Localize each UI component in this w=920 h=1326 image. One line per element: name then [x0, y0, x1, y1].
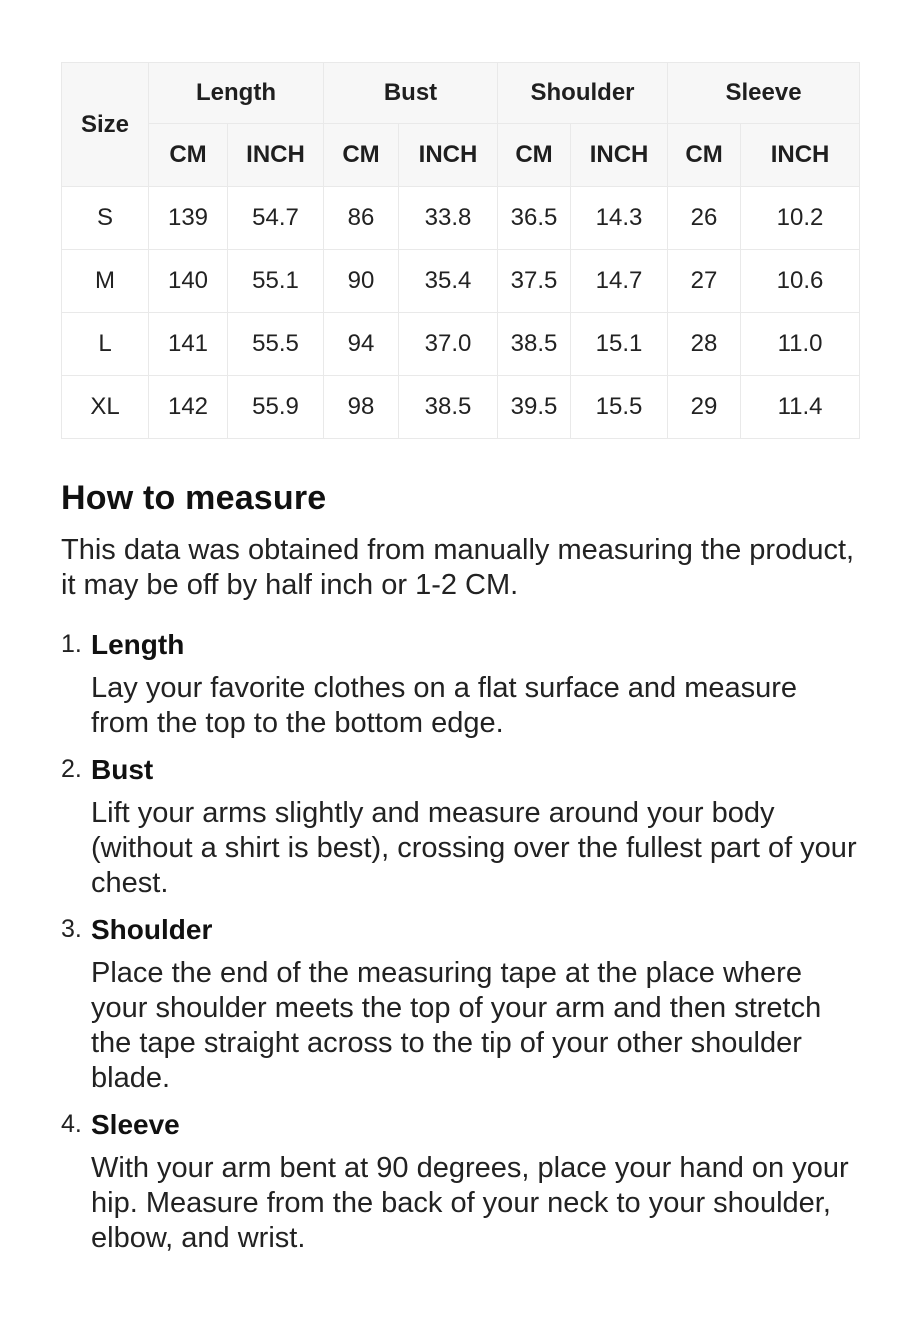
- column-header-size: Size: [62, 63, 149, 187]
- measure-intro-text: This data was obtained from manually measuring the product, it may be off by half inch or 1-2 CM.: [61, 534, 855, 601]
- measurement-cell: 29: [668, 376, 741, 439]
- measure-step-sleeve: [61, 1107, 859, 1256]
- measure-step-length: [61, 627, 859, 741]
- measurement-cell: 55.9: [228, 376, 324, 439]
- column-header-shoulder: Shoulder: [498, 63, 668, 124]
- table-header-unit-row: [62, 124, 860, 187]
- measurement-cell: 36.5: [498, 187, 571, 250]
- measurement-cell: 28: [668, 313, 741, 376]
- step-description: With your arm bent at 90 degrees, place your hand on your hip. Measure from the back of your neck to your shoulder, elbow, and wrist.: [91, 1152, 849, 1254]
- measurement-cell: 90: [324, 250, 399, 313]
- unit-header-length-cm: CM: [149, 124, 228, 187]
- unit-header-length-inch: INCH: [228, 124, 324, 187]
- column-header-length: Length: [149, 63, 324, 124]
- measurement-cell: 39.5: [498, 376, 571, 439]
- measurement-cell: 141: [149, 313, 228, 376]
- measurement-cell: 14.7: [571, 250, 668, 313]
- measurement-cell: 14.3: [571, 187, 668, 250]
- unit-header-sleeve-inch: INCH: [741, 124, 860, 187]
- size-cell: XL: [62, 376, 149, 439]
- step-number: 4.: [61, 1110, 82, 1138]
- table-row-m: [62, 250, 860, 313]
- measurement-cell: 33.8: [399, 187, 498, 250]
- size-cell: S: [62, 187, 149, 250]
- measurement-cell: 142: [149, 376, 228, 439]
- measurement-cell: 37.0: [399, 313, 498, 376]
- unit-header-bust-cm: CM: [324, 124, 399, 187]
- unit-header-sleeve-cm: CM: [668, 124, 741, 187]
- measurement-cell: 38.5: [399, 376, 498, 439]
- measurement-cell: 26: [668, 187, 741, 250]
- step-label: Bust: [91, 754, 154, 785]
- step-number: 3.: [61, 915, 82, 943]
- table-row-xl: [62, 376, 860, 439]
- table-row-s: [62, 187, 860, 250]
- measurement-cell: 37.5: [498, 250, 571, 313]
- measurement-cell: 11.0: [741, 313, 860, 376]
- size-cell: L: [62, 313, 149, 376]
- measurement-cell: 15.5: [571, 376, 668, 439]
- measurement-cell: 98: [324, 376, 399, 439]
- measurement-cell: 86: [324, 187, 399, 250]
- step-number: 1.: [61, 630, 82, 658]
- step-label: Shoulder: [91, 914, 213, 945]
- measure-steps-list: [61, 627, 859, 1256]
- measurement-cell: 94: [324, 313, 399, 376]
- unit-header-shoulder-cm: CM: [498, 124, 571, 187]
- measure-step-bust: [61, 752, 859, 901]
- step-description: Lift your arms slightly and measure around your body (without a shirt is best), crossing over the fullest part of your chest.: [91, 797, 857, 899]
- unit-header-shoulder-inch: INCH: [571, 124, 668, 187]
- column-header-bust: Bust: [324, 63, 498, 124]
- size-cell: M: [62, 250, 149, 313]
- unit-header-bust-inch: INCH: [399, 124, 498, 187]
- measure-step-shoulder: [61, 912, 859, 1096]
- measurement-cell: 27: [668, 250, 741, 313]
- measurement-cell: 140: [149, 250, 228, 313]
- measurement-cell: 55.1: [228, 250, 324, 313]
- measurement-cell: 10.6: [741, 250, 860, 313]
- size-chart-table: [61, 62, 860, 439]
- measurement-cell: 38.5: [498, 313, 571, 376]
- measurement-cell: 11.4: [741, 376, 860, 439]
- table-header-group-row: [62, 63, 860, 124]
- step-description: Place the end of the measuring tape at the place where your shoulder meets the top of your arm and then stretch the tape straight across to the tip of your other shoulder blade.: [91, 957, 822, 1094]
- step-number: 2.: [61, 755, 82, 783]
- measurement-cell: 139: [149, 187, 228, 250]
- measurement-cell: 10.2: [741, 187, 860, 250]
- table-row-l: [62, 313, 860, 376]
- measurement-cell: 15.1: [571, 313, 668, 376]
- how-to-measure-title: How to measure: [61, 479, 327, 517]
- measurement-cell: 35.4: [399, 250, 498, 313]
- step-label: Sleeve: [91, 1109, 180, 1140]
- step-description: Lay your favorite clothes on a flat surface and measure from the top to the bottom edge.: [91, 672, 798, 739]
- column-header-sleeve: Sleeve: [668, 63, 860, 124]
- step-label: Length: [91, 629, 185, 660]
- measurement-cell: 55.5: [228, 313, 324, 376]
- measurement-cell: 54.7: [228, 187, 324, 250]
